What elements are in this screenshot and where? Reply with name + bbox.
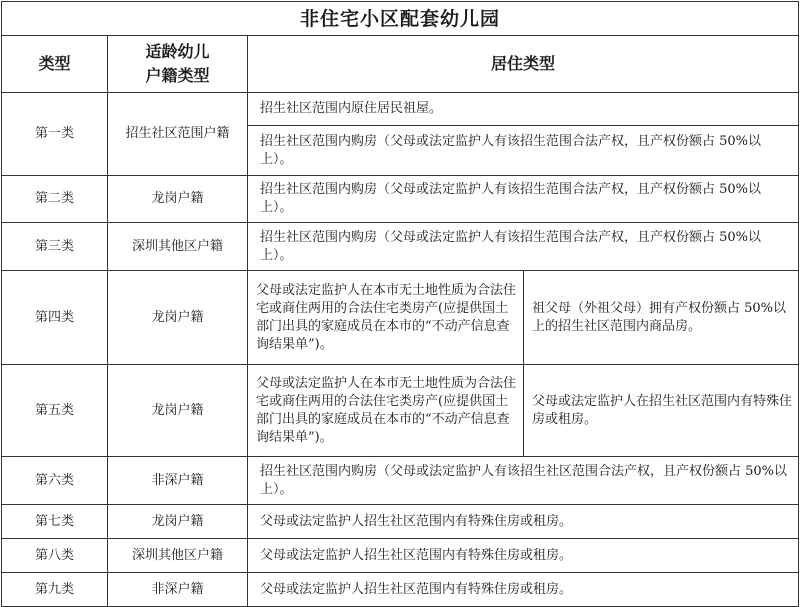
row-type: 第三类	[2, 223, 108, 271]
row-hukou: 深圳其他区户籍	[108, 539, 248, 573]
row-residence-right: 父母或法定监护人在招生社区范围内有特殊住房或租房。	[524, 365, 799, 457]
row-type: 第四类	[2, 271, 108, 365]
row-residence: 招生社区范围内原住居民祖屋。	[248, 93, 799, 126]
row-hukou: 非深户籍	[108, 457, 248, 505]
row-type: 第六类	[2, 457, 108, 505]
table-row	[2, 505, 799, 539]
row-type: 第二类	[2, 176, 108, 223]
row-residence-left: 父母或法定监护人在本市无土地性质为合法住宅或商住两用的合法住宅类房产(应提供国土部门出具的家庭成员在本市的“不动产信息查询结果单”)。	[248, 271, 524, 365]
row-residence: 父母或法定监护人招生社区范围内有特殊住房或租房。	[248, 539, 799, 573]
header-type: 类型	[2, 36, 108, 93]
row-hukou: 龙岗户籍	[108, 176, 248, 223]
row-type: 第八类	[2, 539, 108, 573]
row-hukou: 龙岗户籍	[108, 271, 248, 365]
row-type: 第五类	[2, 365, 108, 457]
row-type: 第一类	[2, 93, 108, 176]
header-hukou-line1: 适龄幼儿	[145, 42, 210, 61]
row-hukou: 龙岗户籍	[108, 505, 248, 539]
table-title: 非住宅小区配套幼儿园	[2, 2, 799, 36]
header-hukou	[108, 36, 248, 93]
row-residence: 父母或法定监护人招生社区范围内有特殊住房或租房。	[248, 505, 799, 539]
table-row	[2, 573, 799, 607]
row-residence: 父母或法定监护人招生社区范围内有特殊住房或租房。	[248, 573, 799, 607]
table-row	[2, 271, 799, 365]
row-hukou: 招生社区范围户籍	[108, 93, 248, 176]
row-type: 第九类	[2, 573, 108, 607]
row-hukou: 龙岗户籍	[108, 365, 248, 457]
row-residence: 招生社区范围内购房（父母或法定监护人有该招生范围合法产权，且产权份额占 50%以上）。	[248, 126, 799, 176]
header-residence: 居住类型	[248, 36, 799, 93]
row-hukou: 深圳其他区户籍	[108, 223, 248, 271]
row-residence: 招生社区范围内购房（父母或法定监护人有该招生范围合法产权，且产权份额占 50%以上）。	[248, 223, 799, 271]
header-hukou-line2: 户籍类型	[145, 66, 210, 85]
table-row	[2, 365, 799, 457]
kindergarten-admission-table	[1, 1, 799, 607]
table-row	[2, 93, 799, 126]
table-row	[2, 176, 799, 223]
table-row	[2, 539, 799, 573]
table-row	[2, 457, 799, 505]
row-residence: 招生社区范围内购房（父母或法定监护人有该招生范围合法产权，且产权份额占 50%以上）。	[248, 176, 799, 223]
table-row	[2, 223, 799, 271]
row-residence: 招生社区范围内购房（父母或法定监护人有该招生社区范围合法产权，且产权份额占 50%以上）。	[248, 457, 799, 505]
row-hukou: 非深户籍	[108, 573, 248, 607]
row-residence-right: 祖父母（外祖父母）拥有产权份额占 50%以上的招生社区范围内商品房。	[524, 271, 799, 365]
row-type: 第七类	[2, 505, 108, 539]
row-residence-left: 父母或法定监护人在本市无土地性质为合法住宅或商住两用的合法住宅类房产(应提供国土部门出具的家庭成员在本市的“不动产信息查询结果单”)。	[248, 365, 524, 457]
